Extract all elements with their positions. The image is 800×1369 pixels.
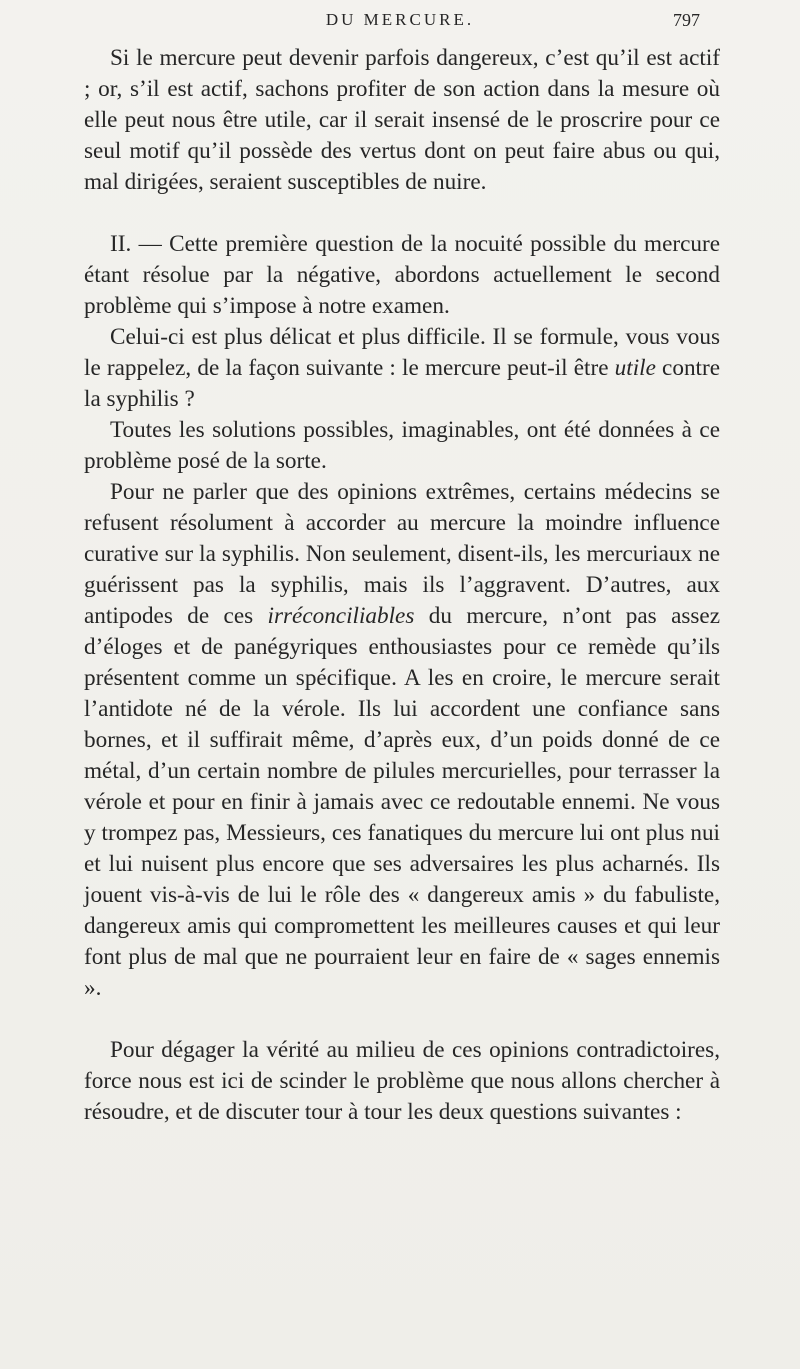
paragraph-4-text: Toutes les solutions possibles, imaginables, ont été données à ce problème posé de la sorte. — [84, 417, 720, 474]
paragraph-4 — [84, 415, 720, 477]
paragraph-3-text-after: contre la syphilis ? — [84, 355, 720, 412]
paragraph-2 — [84, 229, 720, 322]
page-number: 797 — [673, 10, 700, 30]
running-title: DU MERCURE. — [325, 10, 475, 29]
paragraph-6-text: Pour dégager la vérité au milieu de ces opinions contradictoires, force nous est ici de scinder le problème que nous allons chercher à résoudre, et de discuter tour à tour les deux questions suivantes : — [84, 1037, 720, 1125]
running-head — [0, 10, 800, 40]
paragraph-5-emphasis: irréconciliables — [267, 603, 415, 629]
paragraph-5-text-after: du mercure, n’ont pas assez d’éloges et de panégyriques enthousiastes pour ce remède qu’ils présentent comme un spécifique. A les en croire, le mercure serait l’antidote né de la vérole. Ils lui accordent une confiance sans bornes, et il suffirait même, d’après eux, d’un poids donné de ce métal, d’un certain nombre de pilules mercurielles, pour terrasser la vérole et pour en finir à jamais avec ce redoutable ennemi. Ne vous y trompez pas, Messieurs, ces fanatiques du mercure lui ont plus nui et lui nuisent plus encore que ses adversaires les plus acharnés. Ils jouent vis-à-vis de lui le rôle des « dangereux amis » du fabuliste, dangereux amis qui compromettent les meilleures causes et qui leur font plus de mal que ne pourraient leur en faire de « sages ennemis ». — [84, 603, 721, 1001]
paragraph-3-emphasis: utile — [614, 355, 656, 381]
paragraph-3 — [84, 322, 720, 415]
paragraph-3-text-before: Celui-ci est plus délicat et plus difficile. Il se formule, vous vous le rappelez, de la façon suivante : le mercure peut-il être — [84, 324, 720, 381]
paragraph-1-text: Si le mercure peut devenir parfois dangereux, c’est qu’il est actif ; or, s’il est actif, sachons profiter de son action dans la mesure où elle peut nous être utile, car il serait insensé de le proscrire pour ce seul motif qu’il possède des vertus dont on peut faire abus ou qui, mal dirigées, seraient susceptibles de nuire. — [84, 45, 720, 195]
body-text — [84, 43, 720, 1128]
paragraph-6 — [84, 1035, 720, 1128]
paragraph-5 — [84, 477, 720, 1004]
paragraph-2-text: II. — Cette première question de la nocuité possible du mercure étant résolue par la négative, abordons actuellement le second problème qui s’impose à notre examen. — [84, 231, 720, 319]
paragraph-5-text-before: Pour ne parler que des opinions extrêmes, certains médecins se refusent résolument à accorder au mercure la moindre influence curative sur la syphilis. Non seulement, disent-ils, les mercuriaux ne guérissent pas la syphilis, mais ils l’aggravent. D’autres, aux antipodes de ces — [84, 479, 720, 629]
paragraph-1 — [84, 43, 720, 198]
